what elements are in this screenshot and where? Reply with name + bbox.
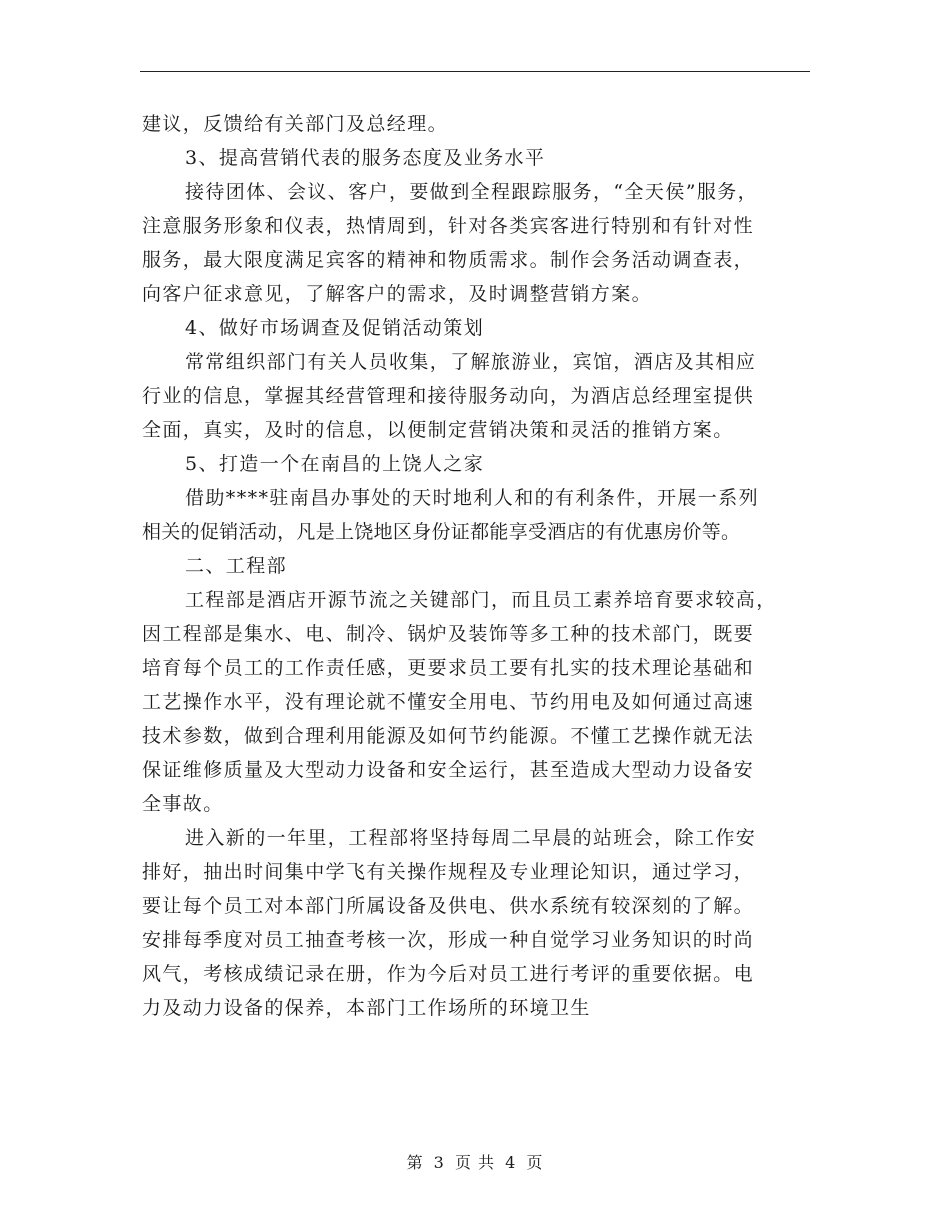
text-line: 二、工程部	[185, 555, 288, 577]
footer-middle: 页 共	[454, 1153, 496, 1172]
footer-total-pages: 4	[505, 1153, 517, 1172]
page-footer	[0, 1150, 950, 1173]
text-line: 工程部是酒店开源节流之关键部门，而且员工素养培育要求较高，	[185, 589, 777, 611]
text-line: 要让每个员工对本部门所属设备及供电、供水系统有较深刻的了解。	[142, 895, 755, 917]
text-line: 4、做好市场调查及促销活动策划	[185, 317, 485, 339]
text-line: 风气，考核成绩记录在册，作为今后对员工进行考评的重要依据。电	[142, 963, 755, 985]
text-line: 服务，最大限度满足宾客的精神和物质需求。制作会务活动调查表，	[142, 249, 755, 271]
text-line: 保证维修质量及大型动力设备和安全运行，甚至造成大型动力设备安	[142, 759, 755, 781]
document-body	[142, 107, 812, 1025]
text-line: 建议，反馈给有关部门及总经理。	[142, 113, 449, 135]
text-line: 全事故。	[142, 793, 224, 815]
text-line: 接待团体、会议、客户，要做到全程跟踪服务，“全天侯”服务，	[185, 181, 759, 203]
footer-prefix: 第	[406, 1153, 424, 1172]
text-line: 借助****驻南昌办事处的天时地利人和的有利条件，开展一系列	[185, 487, 760, 509]
text-line: 安排每季度对员工抽查考核一次，形成一种自觉学习业务知识的时尚	[142, 929, 755, 951]
footer-suffix: 页	[526, 1153, 544, 1172]
text-line: 3、提高营销代表的服务态度及业务水平	[185, 147, 546, 169]
text-line: 因工程部是集水、电、制冷、锅炉及装饰等多工种的技术部门，既要	[142, 623, 755, 645]
text-line: 进入新的一年里，工程部将坚持每周二早晨的站班会，除工作安	[185, 827, 757, 849]
text-line: 工艺操作水平，没有理论就不懂安全用电、节约用电及如何通过高速	[142, 691, 755, 713]
text-line: 技术参数，做到合理利用能源及如何节约能源。不懂工艺操作就无法	[142, 725, 755, 747]
text-line: 行业的信息，掌握其经营管理和接待服务动向，为酒店总经理室提供	[142, 385, 755, 407]
text-line: 常常组织部门有关人员收集，了解旅游业，宾馆，酒店及其相应	[185, 351, 757, 373]
text-line: 全面，真实，及时的信息，以便制定营销决策和灵活的推销方案。	[142, 419, 734, 441]
text-line: 力及动力设备的保养，本部门工作场所的环境卫生	[142, 997, 591, 1019]
text-line: 排好，抽出时间集中学飞有关操作规程及专业理论知识，通过学习，	[142, 861, 755, 883]
text-line: 相关的促销活动，凡是上饶地区身份证都能享受酒店的有优惠房价等。	[142, 521, 741, 543]
text-line: 培育每个员工的工作责任感，更要求员工要有扎实的技术理论基础和	[142, 657, 755, 679]
text-line: 5、打造一个在南昌的上饶人之家	[185, 453, 485, 475]
text-line: 向客户征求意见，了解客户的需求，及时调整营销方案。	[142, 283, 653, 305]
footer-current-page: 3	[433, 1153, 445, 1172]
header-rule	[140, 71, 810, 72]
text-line: 注意服务形象和仪表，热情周到，针对各类宾客进行特别和有针对性	[142, 215, 755, 237]
